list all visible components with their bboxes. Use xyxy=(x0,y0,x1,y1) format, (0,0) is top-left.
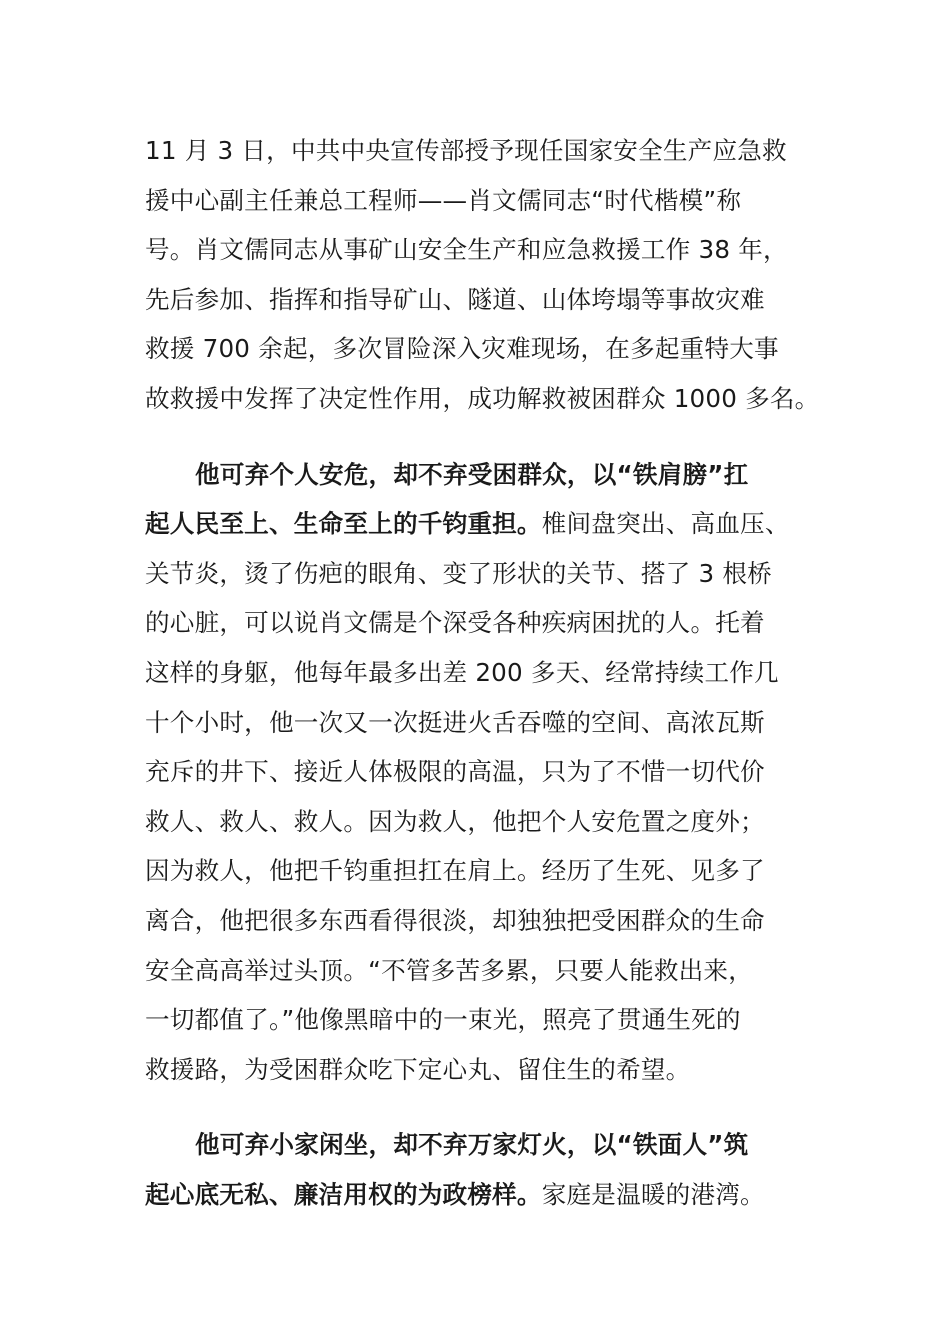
paragraph-line xyxy=(145,797,820,847)
paragraph-line xyxy=(145,896,820,946)
text-run: 家庭是温暖的港湾。 xyxy=(541,1179,765,1209)
paragraph-line xyxy=(145,648,820,698)
text-run: 关节炎，烫了伤疤的眼角、变了形状的关节、搭了 3 根桥 xyxy=(145,558,772,588)
text-run: 救援路，为受困群众吃下定心丸、留住生的希望。 xyxy=(145,1054,691,1084)
text-run: 故救援中发挥了决定性作用，成功解救被困群众 1000 多名。 xyxy=(145,383,820,413)
paragraph-line xyxy=(145,374,820,424)
text-run: 号。肖文儒同志从事矿山安全生产和应急救援工作 38 年， xyxy=(145,235,788,265)
paragraph-line xyxy=(145,995,820,1045)
paragraph-line xyxy=(145,1045,820,1095)
document-body xyxy=(145,126,820,1219)
text-run: 充斥的井下、接近人体极限的高温，只为了不惜一切代价 xyxy=(145,757,765,787)
paragraph-line xyxy=(145,1120,820,1170)
paragraph-line xyxy=(145,946,820,996)
text-run: 这样的身躯，他每年最多出差 200 多天、经常持续工作几 xyxy=(145,657,779,687)
paragraph-line xyxy=(145,1170,820,1220)
paragraph-line xyxy=(145,499,820,549)
bold-heading-run: 起人民至上、生命至上的千钧重担。 xyxy=(145,509,542,539)
paragraph-2 xyxy=(145,450,820,1095)
paragraph-line xyxy=(145,275,820,325)
bold-heading-run: 起心底无私、廉洁用权的为政榜样。 xyxy=(145,1179,542,1209)
text-run: 十个小时，他一次又一次挺进火舌吞噬的空间、高浓瓦斯 xyxy=(145,707,765,737)
text-run: 救援 700 余起，多次冒险深入灾难现场，在多起重特大事 xyxy=(145,334,779,364)
paragraph-3 xyxy=(145,1120,820,1219)
paragraph-line xyxy=(145,126,820,176)
text-run: 的心脏，可以说肖文儒是个深受各种疾病困扰的人。托着 xyxy=(145,608,765,638)
bold-heading-run: 他可弃个人安危，却不弃受困群众，以“铁肩膀”扛 xyxy=(195,459,749,489)
text-run: 先后参加、指挥和指导矿山、隧道、山体垮塌等事故灾难 xyxy=(145,284,765,314)
paragraph-line xyxy=(145,747,820,797)
text-run: 因为救人，他把千钧重担扛在肩上。经历了生死、见多了 xyxy=(145,856,765,886)
paragraph-line xyxy=(145,176,820,226)
text-run: 援中心副主任兼总工程师——肖文儒同志“时代楷模”称 xyxy=(145,185,742,215)
paragraph-line xyxy=(145,698,820,748)
text-run: 救人、救人、救人。因为救人，他把个人安危置之度外； xyxy=(145,806,765,836)
paragraph-line xyxy=(145,846,820,896)
text-run: 11 月 3 日，中共中央宣传部授予现任国家安全生产应急救 xyxy=(145,136,787,165)
text-run: 离合，他把很多东西看得很淡，却独独把受困群众的生命 xyxy=(145,905,765,935)
text-run: 一切都值了。”他像黑暗中的一束光，照亮了贯通生死的 xyxy=(145,1005,741,1035)
text-run: 安全高高举过头顶。“不管多苦多累，只要人能救出来， xyxy=(145,955,753,985)
paragraph-line xyxy=(145,225,820,275)
paragraph-1 xyxy=(145,126,820,424)
bold-heading-run: 他可弃小家闲坐，却不弃万家灯火，以“铁面人”筑 xyxy=(195,1130,749,1160)
paragraph-line xyxy=(145,598,820,648)
text-run: 椎间盘突出、高血压、 xyxy=(541,509,790,539)
paragraph-line xyxy=(145,324,820,374)
paragraph-line xyxy=(145,549,820,599)
paragraph-line xyxy=(145,450,820,500)
